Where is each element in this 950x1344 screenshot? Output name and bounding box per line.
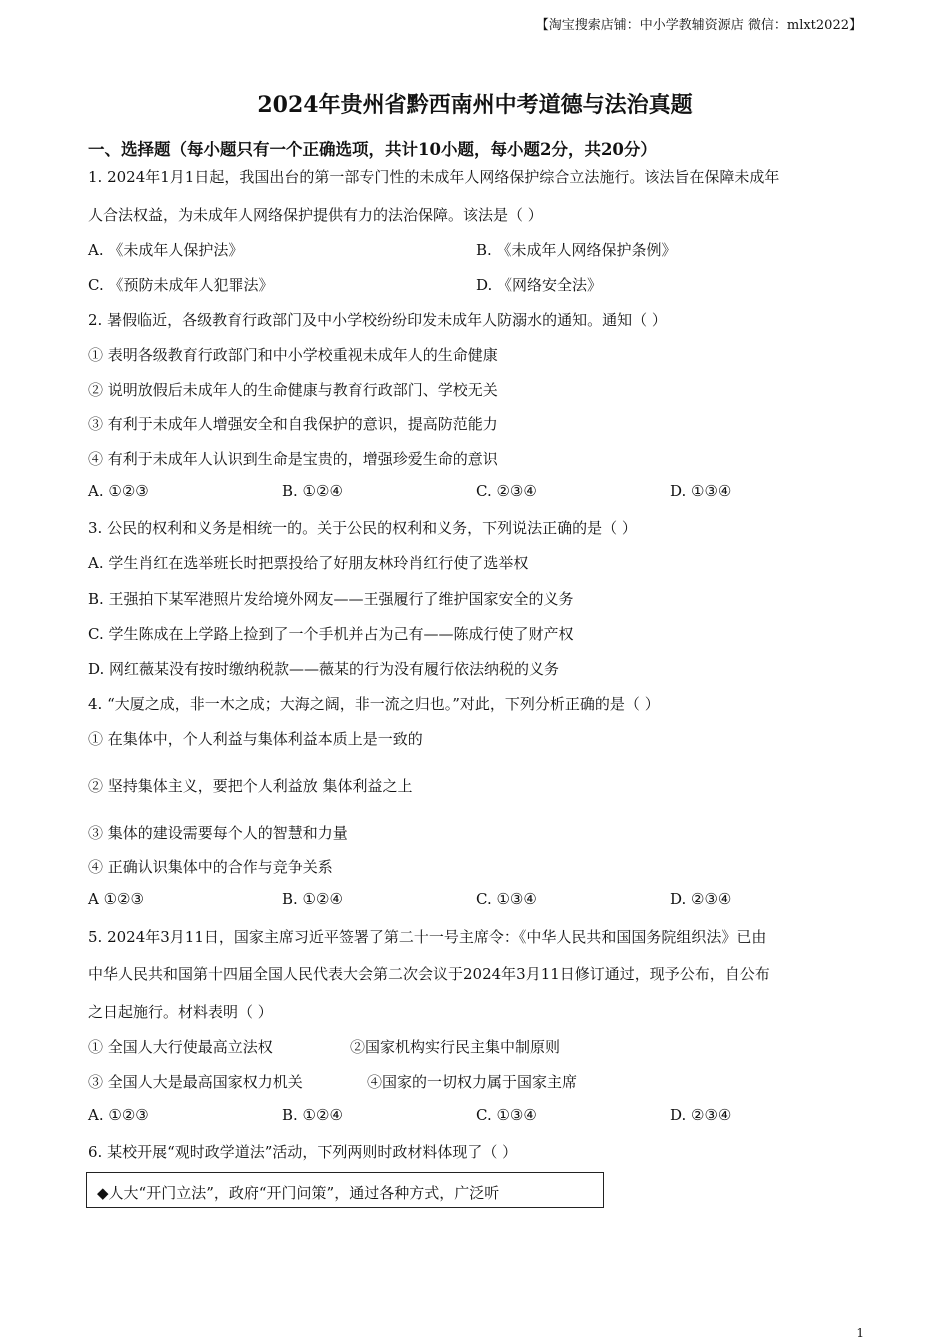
- q5-option-a: A. ①②③: [88, 1106, 149, 1124]
- q2-option-d: D. ①③④: [670, 482, 732, 500]
- header-note: 【淘宝搜索店铺：中小学教辅资源店 微信：mlxt2022】: [535, 18, 862, 33]
- q4-statement-4: ④ 正确认识集体中的合作与竞争关系: [88, 858, 333, 876]
- q5-statement-2: ②国家机构实行民主集中制原则: [350, 1038, 561, 1056]
- q6-stem: 6. 某校开展“观时政学道法”活动，下列两则时政材料体现了（ ）: [88, 1143, 518, 1161]
- q6-material-text: ◆人大“开门立法”，政府“开门问策”，通过各种方式，广泛听: [97, 1184, 500, 1202]
- q5-statement-1: ① 全国人大行使最高立法权: [88, 1038, 273, 1056]
- q2-option-a: A. ①②③: [88, 482, 149, 500]
- q3-option-d: D. 网红薇某没有按时缴纳税款——薇某的行为没有履行依法纳税的义务: [88, 660, 560, 678]
- q3-option-c: C. 学生陈成在上学路上捡到了一个手机并占为己有——陈成行使了财产权: [88, 625, 574, 643]
- q4-option-c: C. ①③④: [476, 890, 537, 908]
- section-heading: 一、选择题（每小题只有一个正确选项，共计10小题，每小题2分，共20分）: [88, 140, 657, 159]
- q4-option-d: D. ②③④: [670, 890, 732, 908]
- q5-stem-line1: 5. 2024年3月11日，国家主席习近平签署了第二十一号主席令：《中华人民共和国国务院组织法》已由: [88, 928, 767, 946]
- q1-stem-line2: 人合法权益，为未成年人网络保护提供有力的法治保障。该法是（ ）: [88, 206, 543, 224]
- q3-option-a: A. 学生肖红在选举班长时把票投给了好朋友林玲肖红行使了选举权: [88, 554, 529, 572]
- q5-stem-line2: 中华人民共和国第十四届全国人民代表大会第二次会议于2024年3月11日修订通过，现予公布，自公布: [88, 965, 770, 983]
- q5-statement-4: ④国家的一切权力属于国家主席: [367, 1073, 578, 1091]
- q4-statement-3: ③ 集体的建设需要每个人的智慧和力量: [88, 824, 348, 842]
- q2-statement-2: ② 说明放假后未成年人的生命健康与教育行政部门、学校无关: [88, 381, 498, 399]
- q3-option-b: B. 王强拍下某军港照片发给境外网友——王强履行了维护国家安全的义务: [88, 590, 574, 608]
- q1-option-b: B. 《未成年人网络保护条例》: [476, 241, 677, 259]
- q5-option-b: B. ①②④: [282, 1106, 343, 1124]
- q2-option-b: B. ①②④: [282, 482, 343, 500]
- q5-statement-3: ③ 全国人大是最高国家权力机关: [88, 1073, 303, 1091]
- q4-option-b: B. ①②④: [282, 890, 343, 908]
- q5-option-c: C. ①③④: [476, 1106, 537, 1124]
- q4-option-a: A ①②③: [88, 890, 144, 908]
- q1-option-d: D. 《网络安全法》: [476, 276, 603, 294]
- page-number: 1: [856, 1326, 864, 1340]
- q1-stem-line1: 1. 2024年1月1日起，我国出台的第一部专门性的未成年人网络保护综合立法施行。该法旨在保障未成年: [88, 168, 780, 186]
- q1-option-a: A. 《未成年人保护法》: [88, 241, 244, 259]
- q2-option-c: C. ②③④: [476, 482, 537, 500]
- q2-stem: 2. 暑假临近，各级教育行政部门及中小学校纷纷印发未成年人防溺水的通知。通知（ ）: [88, 311, 667, 329]
- q2-statement-3: ③ 有利于未成年人增强安全和自我保护的意识，提高防范能力: [88, 415, 498, 433]
- page-title: 2024年贵州省黔西南州中考道德与法治真题: [257, 92, 693, 118]
- q5-option-d: D. ②③④: [670, 1106, 732, 1124]
- q4-statement-1: ① 在集体中，个人利益与集体利益本质上是一致的: [88, 730, 423, 748]
- q4-stem: 4. “大厦之成，非一木之成；大海之阔，非一流之归也。”对此，下列分析正确的是（ ）: [88, 695, 660, 713]
- q3-stem: 3. 公民的权利和义务是相统一的。关于公民的权利和义务，下列说法正确的是（ ）: [88, 519, 637, 537]
- q5-stem-line3: 之日起施行。材料表明（ ）: [88, 1003, 273, 1021]
- q2-statement-1: ① 表明各级教育行政部门和中小学校重视未成年人的生命健康: [88, 346, 498, 364]
- q6-material-box: [86, 1172, 604, 1208]
- q1-option-c: C. 《预防未成年人犯罪法》: [88, 276, 274, 294]
- q2-statement-4: ④ 有利于未成年人认识到生命是宝贵的，增强珍爱生命的意识: [88, 450, 498, 468]
- q4-statement-2: ② 坚持集体主义，要把个人利益放 集体利益之上: [88, 777, 413, 795]
